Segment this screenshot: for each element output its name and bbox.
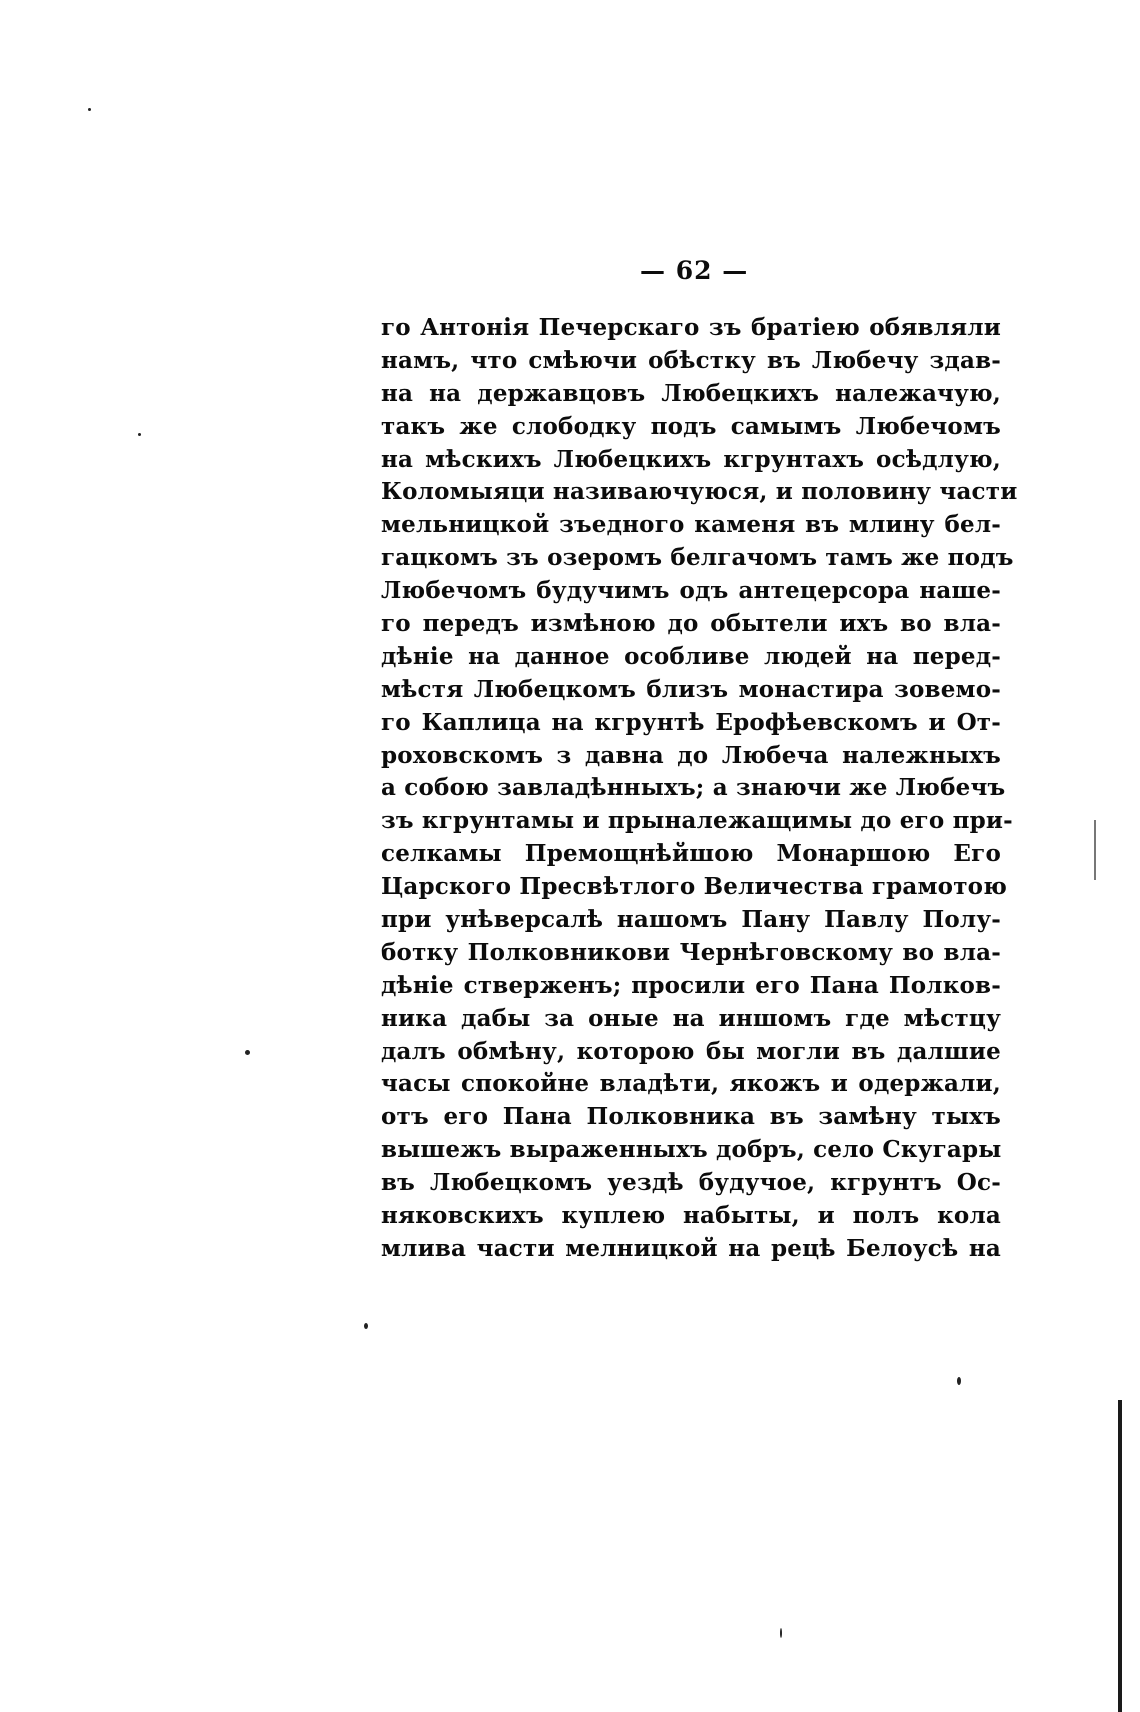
text-line: отъ его Пана Полковника въ замѣну тыхъ bbox=[381, 1103, 1001, 1131]
text-line: Коломыяци називаючуюся, и половину части bbox=[381, 478, 1018, 506]
text-line: такъ же слободку подъ самымъ Любечомъ bbox=[381, 412, 1001, 440]
body-text bbox=[381, 312, 1018, 1266]
text-line: млива части мелницкой на рецѣ Белоусѣ на bbox=[381, 1234, 1001, 1262]
scan-speck bbox=[780, 1628, 782, 1638]
text-line: часы спокойне владѣти, якожъ и одержали, bbox=[381, 1070, 1001, 1098]
scan-speck bbox=[88, 108, 91, 111]
text-line: а собою завладѣнныхъ; а знаючи же Любечъ bbox=[381, 774, 1006, 802]
scan-speck bbox=[957, 1377, 961, 1385]
text-line: зъ кгрунтамы и прыналежащимы до его при- bbox=[381, 807, 1013, 835]
text-line: дѣніе на данное особливе людей на перед- bbox=[381, 642, 1001, 670]
text-line: роховскомъ з давна до Любеча належныхъ bbox=[381, 741, 1001, 769]
text-line: далъ обмѣну, которою бы могли въ далшие bbox=[381, 1037, 1001, 1065]
text-line: няковскихъ куплею набыты, и полъ кола bbox=[381, 1202, 1001, 1230]
text-line: мельницкой зъедного каменя въ млину бел- bbox=[381, 511, 1001, 539]
text-line: го Антонія Печерскаго зъ братіею обявляли bbox=[381, 314, 1001, 341]
scan-margin-mark bbox=[1094, 820, 1096, 880]
text-line: го передъ измѣною до обытели ихъ во вла- bbox=[381, 610, 1001, 638]
text-line: ботку Полковникови Чернѣговскому во вла- bbox=[381, 938, 1001, 966]
text-line: вышежъ выраженныхъ добръ, село Скугары bbox=[381, 1136, 1002, 1164]
page-number: — 62 — bbox=[640, 256, 749, 285]
text-line: го Каплица на кгрунтѣ Ерофѣевскомъ и От- bbox=[381, 708, 1001, 736]
text-line: дѣніе стверженъ; просили его Пана Полков- bbox=[381, 971, 1001, 999]
text-line: намъ, что смѣючи обѣстку въ Любечу здав- bbox=[381, 346, 1001, 374]
text-line: ника дабы за оные на иншомъ где мѣстцу bbox=[381, 1004, 1001, 1032]
text-line: Любечомъ будучимъ одъ антецерсора наше- bbox=[381, 577, 1001, 605]
scan-speck bbox=[245, 1050, 250, 1055]
text-line: при унѣверсалѣ нашомъ Пану Павлу Полу- bbox=[381, 906, 1001, 934]
text-line: въ Любецкомъ уездѣ будучое, кгрунтъ Ос- bbox=[381, 1169, 1001, 1197]
text-line: на на державцовъ Любецкихъ належачую, bbox=[381, 379, 1001, 407]
scan-speck bbox=[364, 1323, 368, 1329]
text-line: на мѣскихъ Любецкихъ кгрунтахъ осѣдлую, bbox=[381, 445, 1001, 473]
text-line: селкамы Премощнѣйшою Монаршою Его bbox=[381, 840, 1001, 868]
text-line: мѣстя Любецкомъ близъ монастира зовемо- bbox=[381, 675, 1001, 703]
text-line: гацкомъ зъ озеромъ белгачомъ тамъ же подъ bbox=[381, 544, 1014, 572]
text-line: Царского Пресвѣтлого Величества грамотою bbox=[381, 873, 1007, 901]
scan-binding-edge bbox=[1118, 1400, 1122, 1712]
scan-speck bbox=[138, 433, 141, 436]
